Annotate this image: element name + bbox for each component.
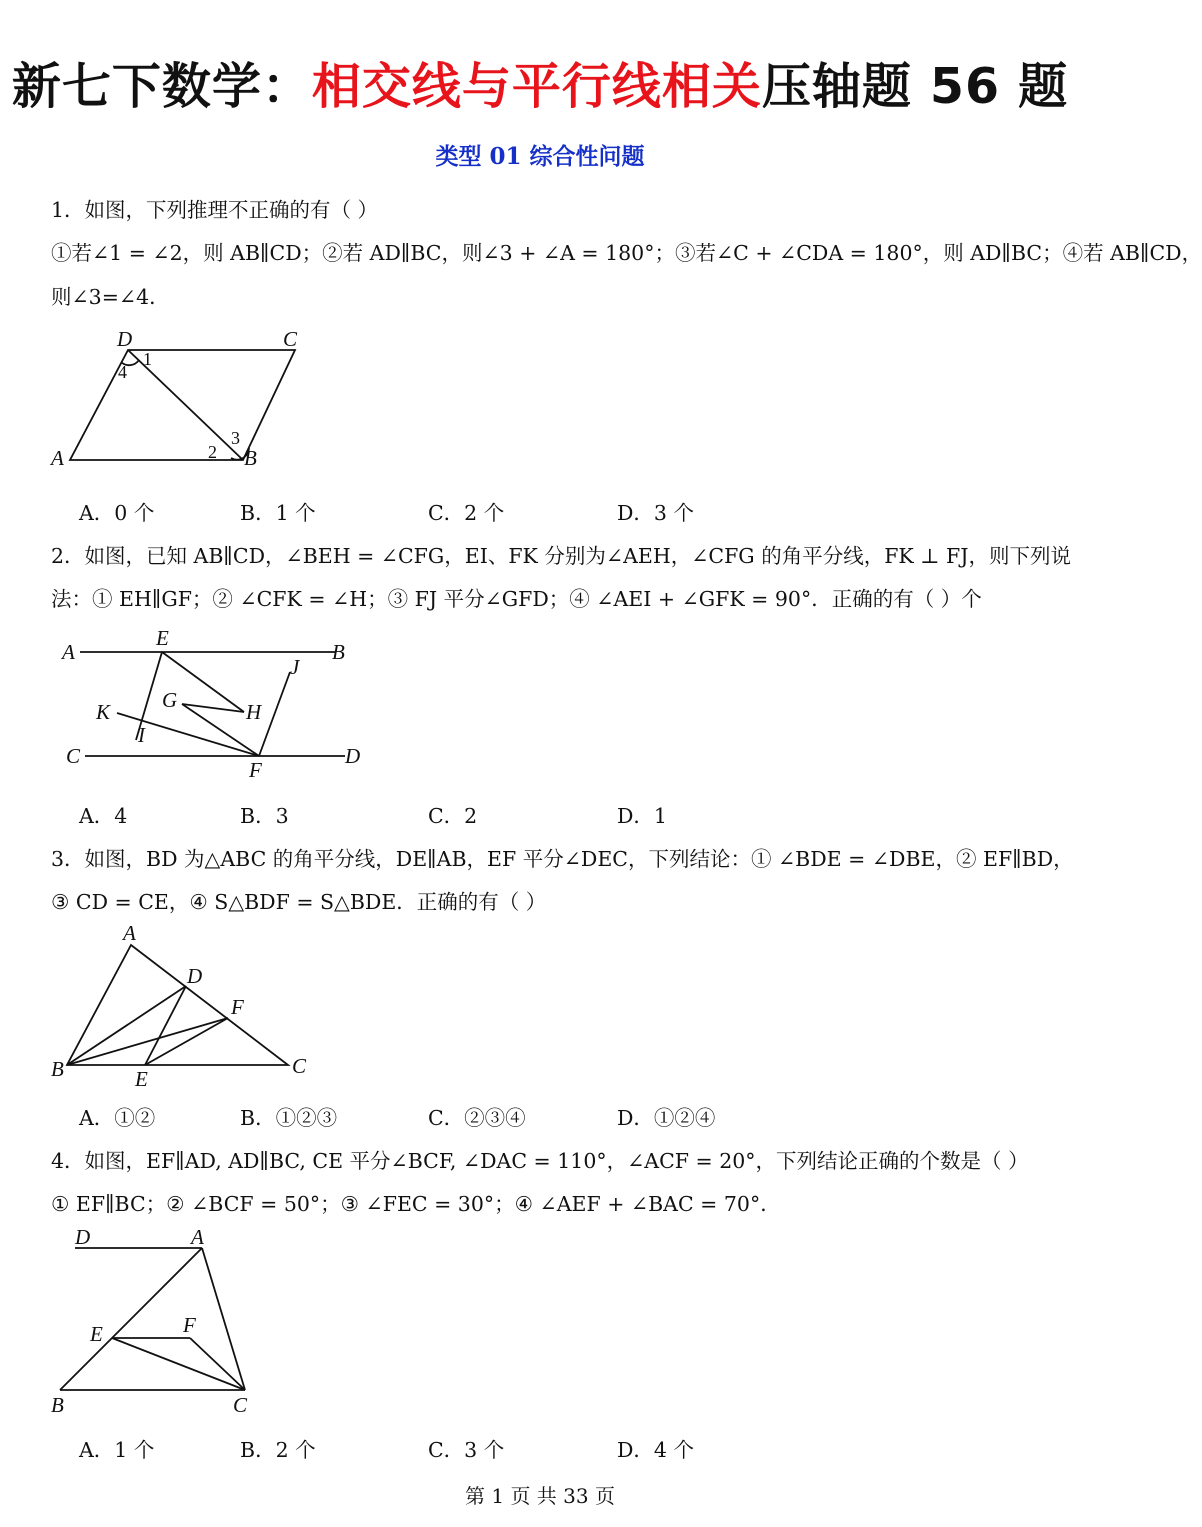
q1-label-d: D bbox=[117, 327, 133, 351]
q4-label-a: A bbox=[191, 1225, 204, 1249]
q2-label-g: G bbox=[162, 688, 178, 712]
q1-figure bbox=[45, 320, 325, 480]
q2-label-e: E bbox=[156, 626, 169, 650]
q2-statements: 法：① EH∥GF；② ∠CFK = ∠H；③ FJ 平分∠GFD；④ ∠AEI + ∠GFK = 90°．正确的有（ ）个 bbox=[51, 587, 982, 611]
q4-label-e: E bbox=[90, 1322, 103, 1346]
q2-label-a: A bbox=[62, 640, 75, 664]
q4-option-c[interactable]: C．3 个 bbox=[428, 1438, 505, 1462]
q4-label-d: D bbox=[75, 1225, 91, 1249]
q2-segment-fj bbox=[259, 672, 290, 756]
q2-label-b: B bbox=[332, 640, 345, 664]
q3-option-a[interactable]: A．①② bbox=[79, 1106, 156, 1130]
title-suffix: 压轴题 56 题 bbox=[761, 58, 1069, 115]
q1-label-2: 2 bbox=[208, 442, 217, 462]
q2-stem: 2．如图，已知 AB∥CD，∠BEH = ∠CFG，EI、FK 分别为∠AEH，∠CFG 的角平分线，FK ⊥ FJ，则下列说 bbox=[51, 544, 1071, 568]
q4-stem: 4．如图，EF∥AD, AD∥BC, CE 平分∠BCF, ∠DAC = 110°，∠ACF = 20°，下列结论正确的个数是（ ） bbox=[51, 1149, 1029, 1173]
q1-stem: 1．如图，下列推理不正确的有（ ） bbox=[51, 198, 379, 222]
q1-label-3: 3 bbox=[231, 428, 240, 448]
q1-parallelogram bbox=[70, 350, 295, 460]
q3-segment-bd bbox=[67, 986, 186, 1065]
q1-statements: ①若∠1 = ∠2，则 AB∥CD；②若 AD∥BC，则∠3 + ∠A = 180°；③若∠C + ∠CDA = 180°，则 AD∥BC；④若 AB∥CD， bbox=[51, 241, 1202, 265]
q2-label-k: K bbox=[96, 700, 111, 724]
page-footer: 第 1 页 共 33 页 bbox=[465, 1484, 615, 1508]
q3-label-d: D bbox=[187, 964, 203, 988]
q2-label-c: C bbox=[66, 744, 81, 768]
title-prefix: 新七下数学： bbox=[11, 58, 312, 115]
q2-label-i: I bbox=[138, 723, 145, 747]
q4-option-d[interactable]: D．4 个 bbox=[617, 1438, 694, 1462]
q4-option-a[interactable]: A．1 个 bbox=[79, 1438, 155, 1462]
q3-label-c: C bbox=[292, 1054, 307, 1078]
q1-label-4: 4 bbox=[118, 362, 127, 382]
q3-segment-bf bbox=[67, 1018, 228, 1065]
q2-option-c[interactable]: C．2 bbox=[428, 804, 478, 828]
q3-figure bbox=[45, 920, 325, 1095]
q1-label-b: B bbox=[244, 446, 257, 470]
q2-figure bbox=[60, 625, 380, 785]
q3-statements: ③ CD = CE，④ S△BDF = S△BDE．正确的有（ ） bbox=[51, 890, 547, 914]
q4-segment-ec bbox=[112, 1338, 245, 1390]
q4-label-b: B bbox=[51, 1393, 64, 1417]
q4-label-c: C bbox=[233, 1393, 248, 1417]
q3-label-b: B bbox=[51, 1057, 64, 1081]
q3-stem: 3．如图，BD 为△ABC 的角平分线，DE∥AB，EF 平分∠DEC，下列结论：① ∠BDE = ∠DBE，② EF∥BD， bbox=[51, 847, 1074, 871]
q1-option-a[interactable]: A．0 个 bbox=[79, 501, 155, 525]
q2-label-d: D bbox=[345, 744, 361, 768]
section-heading: 类型 01 综合性问题 bbox=[435, 143, 645, 170]
q4-segment-ab bbox=[60, 1248, 202, 1390]
q3-option-c[interactable]: C．②③④ bbox=[428, 1106, 526, 1130]
q2-label-h: H bbox=[246, 700, 262, 724]
q1-label-c: C bbox=[283, 327, 298, 351]
q3-option-b[interactable]: B．①②③ bbox=[240, 1106, 338, 1130]
q2-label-j: J bbox=[290, 655, 300, 679]
q1-option-c[interactable]: C．2 个 bbox=[428, 501, 505, 525]
page-title bbox=[0, 48, 1080, 118]
q4-label-f: F bbox=[183, 1313, 196, 1337]
q3-option-d[interactable]: D．①②④ bbox=[617, 1106, 716, 1130]
q2-label-f: F bbox=[249, 758, 262, 782]
q1-option-d[interactable]: D．3 个 bbox=[617, 501, 694, 525]
title-highlight: 相交线与平行线相关 bbox=[311, 58, 762, 115]
q2-option-d[interactable]: D．1 bbox=[617, 804, 667, 828]
q1-statements-cont: 则∠3=∠4． bbox=[51, 285, 170, 309]
q1-option-b[interactable]: B．1 个 bbox=[240, 501, 316, 525]
q4-statements: ① EF∥BC；② ∠BCF = 50°；③ ∠FEC = 30°；④ ∠AEF + ∠BAC = 70°． bbox=[51, 1192, 781, 1216]
q2-option-b[interactable]: B．3 bbox=[240, 804, 289, 828]
q3-label-f: F bbox=[231, 995, 244, 1019]
q1-label-1: 1 bbox=[143, 349, 152, 369]
q1-label-a: A bbox=[51, 446, 64, 470]
q3-label-e: E bbox=[135, 1067, 148, 1091]
q2-option-a[interactable]: A．4 bbox=[79, 804, 128, 828]
q4-figure bbox=[45, 1222, 275, 1422]
q3-label-a: A bbox=[123, 921, 136, 945]
q4-option-b[interactable]: B．2 个 bbox=[240, 1438, 316, 1462]
